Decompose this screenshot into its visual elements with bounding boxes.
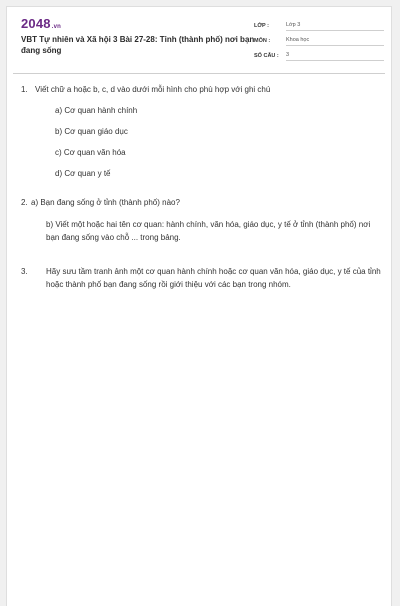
- meta-row-class: [254, 16, 384, 31]
- worksheet-meta: [254, 16, 384, 61]
- option-c: c) Cơ quan văn hóa: [55, 148, 126, 157]
- question-3: [21, 265, 381, 291]
- question-text: Viết chữ a hoặc b, c, d vào dưới mỗi hình cho phù hợp với ghi chú: [35, 85, 271, 94]
- meta-value-count: 3: [286, 52, 384, 61]
- question-1: [21, 83, 381, 180]
- option-a: a) Cơ quan hành chính: [55, 106, 138, 115]
- worksheet-page: [6, 6, 392, 606]
- worksheet-title: VBT Tự nhiên và Xã hội 3 Bài 27-28: Tỉnh (thành phố) nơi bạn đang sống: [21, 35, 255, 55]
- question-text: Hãy sưu tầm tranh ảnh một cơ quan hành chính hoặc cơ quan văn hóa, giáo dục, y tế của tỉnh hoặc thành phố bạn đang sống rồi giới thiệu với các bạn trong nhóm.: [46, 267, 381, 289]
- meta-row-count: [254, 46, 384, 61]
- meta-label-class: LỚP :: [254, 23, 269, 29]
- question-2: [21, 196, 381, 244]
- question-number: 3.: [21, 267, 28, 276]
- question-number: 1.: [21, 85, 28, 94]
- meta-label-subject: MÔN :: [254, 38, 271, 44]
- meta-row-subject: [254, 31, 384, 46]
- question-number: 2.: [21, 198, 28, 207]
- meta-value-subject: Khoa học: [286, 37, 384, 46]
- logo-domain: .vn: [51, 24, 62, 30]
- header-divider: [13, 73, 385, 74]
- question-part-a: a) Bạn đang sống ở tỉnh (thành phố) nào?: [31, 198, 180, 207]
- option-b: b) Cơ quan giáo dục: [55, 127, 128, 136]
- meta-value-class: Lớp 3: [286, 22, 384, 31]
- meta-label-count: SỐ CÂU :: [254, 53, 279, 59]
- logo-text: 2048: [21, 16, 51, 31]
- question-part-b: b) Viết một hoặc hai tên cơ quan: hành chính, văn hóa, giáo dục, y tế ở tỉnh (thành phố) nơi bạn đang sống vào chỗ ... trong bảng.: [46, 220, 371, 242]
- option-d: d) Cơ quan y tế: [55, 169, 111, 178]
- site-logo[interactable]: [21, 16, 61, 31]
